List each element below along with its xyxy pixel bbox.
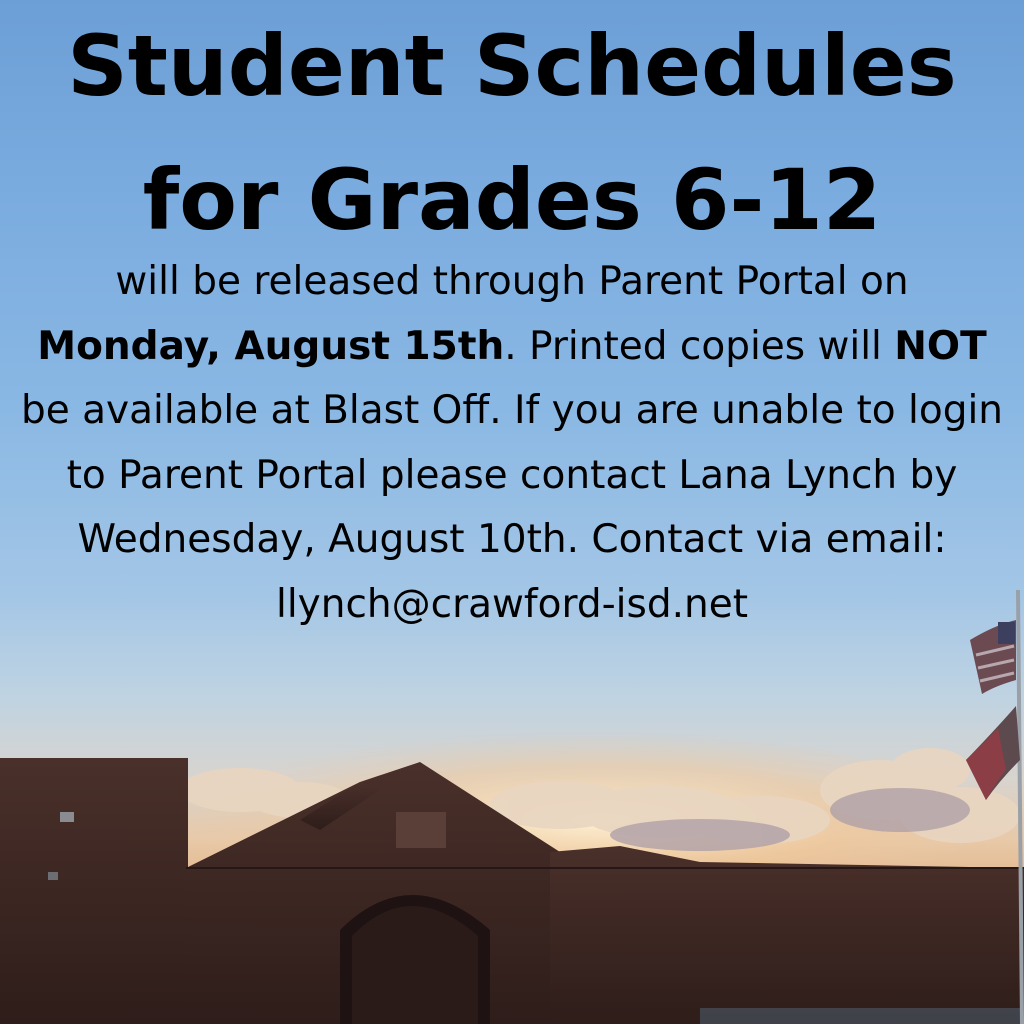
not-emphasis: NOT (894, 323, 987, 369)
release-date: Monday, August 15th (37, 323, 505, 369)
body-printed-copies-text: . Printed copies will (504, 323, 895, 369)
announcement-body (20, 250, 1004, 637)
contact-email: llynch@crawford-isd.net (276, 581, 748, 627)
body-contact-text: be available at Blast Off. If you are unable to login to Parent Portal please contact Lana Lynch by Wednesday, August 10th. Contact via email: (20, 388, 1004, 562)
body-intro-text: will be released through Parent Portal on (115, 259, 909, 304)
texas-flag (966, 706, 1020, 800)
headline-line-1: Student Schedules (67, 17, 957, 115)
headline-line-2: for Grades 6-12 (142, 151, 882, 249)
building-window (396, 812, 446, 848)
wall-light (60, 812, 74, 822)
